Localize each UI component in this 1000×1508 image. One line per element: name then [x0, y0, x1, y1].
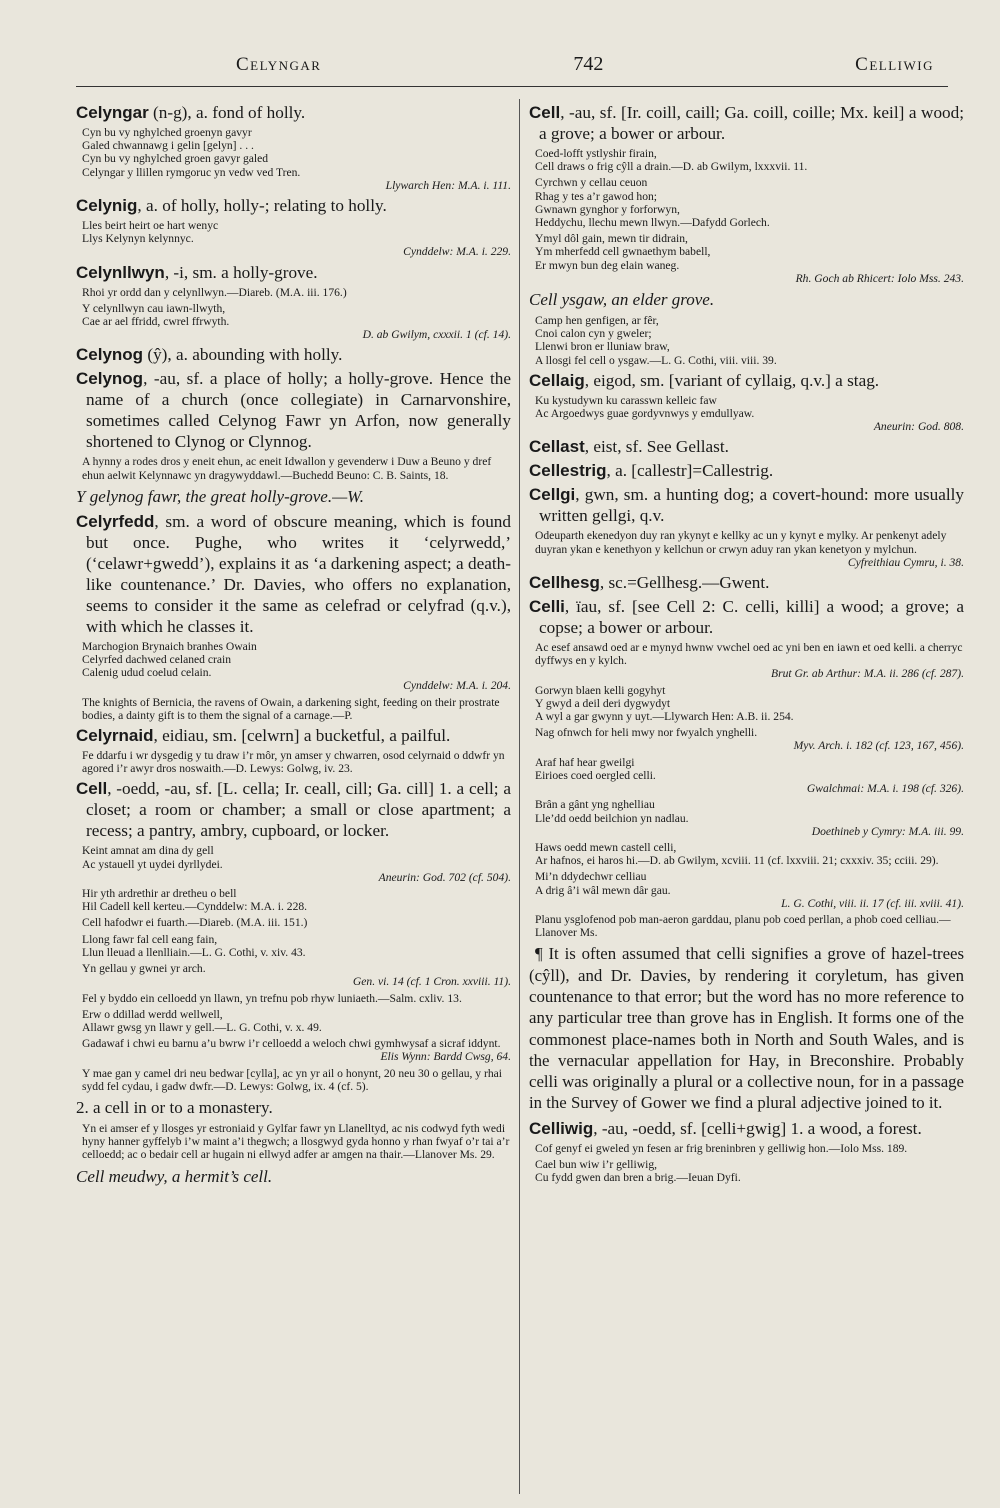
header-rule	[76, 86, 948, 87]
definition: , sm. a word of obscure meaning, which is found but once. Pughe, who writes it ‘celyrwedd,’ (‘celawr+gwedd’), explains it as ‘a darkening aspect; a death-like countenance.’ Dr. Davies, who offers no explanation, seems to consider it the same as celefrad or celyfrad (q.v.), with which he classes it.	[86, 511, 511, 636]
quotation: Yn gellau y gwnei yr arch.	[82, 962, 206, 976]
citation-source: Elis Wynn: Bardd Cwsg, 64.	[380, 1050, 511, 1064]
headword: Celynog	[76, 369, 144, 389]
quotation: Gadawaf i chwi eu barnu a’u bwrw i’r celloedd a weloch chwi gymhwysaf a sicraf iddynt.	[82, 1037, 501, 1051]
quotation: Fe ddarfu i wr dysgedig y tu draw i’r môr, yn amser y chwarren, osod celyrnaid o ddwfr yn agored i’r awyr dros noswaith.—D. Lewys: Golwg, iv. 23.	[82, 749, 505, 776]
quotation: Rhoi yr ordd dan y celynllwyn.—Diareb. (M.A. iii. 176.)	[82, 285, 347, 299]
citation-source: Gwalchmai: M.A. i. 198 (cf. 326).	[806, 782, 964, 796]
citation-source: D. ab Gwilym, cxxxii. 1 (cf. 14).	[362, 328, 511, 342]
header-right-word: Celliwig	[855, 54, 934, 75]
quotation: Ymyl dôl gain, mewn tir didrain, Ym mherfedd cell gwnaethym babell, Er mwyn bun deg elain waneg.	[535, 232, 711, 272]
quotation: Yn ei amser ef y llosges yr estroniaid y Gylfar fawr yn Llanelltyd, ac nis codwyd fyth wedi hyny hanner gyffelyb i’w maint a’i thegwch; a llosgwyd gyda honno y rhan fwyaf o’r tai a’r celloedd; ac o bedair cell ar hugain ni ellwyd adfer ar amgen na thair.—Llanover Ms. 29.	[82, 1121, 510, 1162]
quotation: Odeuparth ekenedyon duy ran ykynyt e kellky ac un y kynyt e mylky. Ar penkenyt adely duyran ykan e kenethyon y kellchun or crwyn aduy ran ykan kenetyon y mylchun.	[535, 529, 947, 556]
quotation: Y mae gan y camel dri neu bedwar [cylla], ac yn yr ail o honynt, 20 neu 30 o gellau, y rhai sydd fel cydau, i gadw dwfr.—D. Lewys: Golwg, ix. 4 (cf. 5).	[82, 1066, 503, 1093]
headword: Celynig	[76, 196, 138, 216]
quotation: Fel y byddo ein celloedd yn llawn, yn trefnu pob rhyw luniaeth.—Salm. cxliv. 13.	[82, 991, 462, 1005]
header-left-word: Celyngar	[236, 54, 322, 75]
citation-source: Myv. Arch. i. 182 (cf. 123, 167, 456).	[793, 739, 964, 753]
headword: Cell	[76, 779, 108, 799]
two-column-body	[76, 99, 964, 1191]
quotation: Brân a gânt yng nghelliau Lle’dd oedd beilchion yn nadlau.	[535, 798, 689, 825]
definition: , -au, -oedd, sf. [celli+gwig] 1. a wood, a forest.	[593, 1118, 922, 1138]
quotation: Hir yth ardrethir ar dretheu o bell Hil Cadell kell kerteu.—Cynddelw: M.A. i. 228.	[82, 887, 308, 914]
definition: (ŷ), a. abounding with holly.	[143, 345, 343, 365]
headword: Cellaig	[529, 370, 585, 390]
quotation: Y celynllwyn cau iawn-llwyth, Cae ar ael ffridd, cwrel ffrwyth.	[82, 301, 230, 329]
translation: The knights of Bernicia, the ravens of Owain, a darkening sight, feeding on their prostrate bodies, a dainty gift is to them the signal of a carnage.—P.	[82, 695, 500, 722]
quotation: Ku kystudywn ku carasswn kelleic faw Ac Argoedwys guae gordyvnwys y emdullyaw.	[535, 393, 755, 421]
sense-2: 2. a cell in or to a monastery.	[76, 1097, 273, 1117]
entry-celli	[529, 596, 964, 1114]
quotation: Llong fawr fal cell eang fain, Llun lleuad a llenlliain.—L. G. Cothi, v. xiv. 43.	[82, 932, 306, 959]
definition: (n-g), a. fond of holly.	[148, 103, 306, 122]
quotation: Ac esef ansawd oed ar e mynyd hwnw vwchel oed ac yni ben en iawn et oed kelli. a cherryc dyffwys en y kylch.	[535, 641, 963, 668]
headword: Cellast	[529, 437, 585, 457]
headword: Cellgi	[529, 485, 576, 505]
headword: Celynllwyn	[76, 262, 165, 282]
citation-source: Doethineb y Cymry: M.A. iii. 99.	[811, 824, 964, 838]
entry-celyrfedd	[76, 511, 511, 722]
headword: Celliwig	[529, 1118, 594, 1138]
subentry: Cell meudwy, a hermit’s cell.	[76, 1166, 273, 1186]
quotation: Lles beirt heirt oe hart wenyc Llys Kelynyn kelynnyc.	[82, 219, 219, 246]
quotation: Haws oedd mewn castell celli, Ar hafnos, ei haros hi.—D. ab Gwilym, xcviii. 11 (cf. lxxviii. 21; cxxxiv. 35; cciii. 29).	[535, 840, 939, 868]
entry-cell-room	[76, 778, 511, 1186]
column-divider	[519, 99, 520, 1494]
quotation: A hynny a rodes dros y eneit ehun, ac eneit Idwallon y gevenderw i Duw a Beuno y dref ehun aelwit Kelynnawc yn dragywyddawl.—Buchedd Beuno: C. B. Saints, 18.	[82, 455, 492, 482]
citation-source: Rh. Goch ab Rhicert: Iolo Mss. 243.	[795, 271, 964, 285]
citation-source: Cynddelw: M.A. i. 204.	[403, 679, 511, 693]
quotation: Nag ofnwch for heli mwy nor fwyalch ynghelli.	[535, 726, 758, 740]
definition: , sc.=Gellhesg.—Gwent.	[599, 573, 770, 593]
citation-source: L. G. Cothi, viii. ii. 17 (cf. iii. xviii. 41).	[781, 896, 964, 910]
left-column	[76, 99, 511, 1191]
citation-source: Brut Gr. ab Arthur: M.A. ii. 286 (cf. 287).	[770, 667, 964, 681]
quotation: Camp hen genfigen, ar fêr, Cnoi calon cyn y gweler; Llenwi bron er lluniaw braw, A llosgi fel cell o ysgaw.—L. G. Cothi, viii. viii. 39.	[535, 314, 777, 367]
quotation: Cyrchwn y cellau ceuon Rhag y tes a’r gawod hon; Gwnawn gynghor y forforwyn, Heddychu, llechu mewn llwyn.—Dafydd Gorlech.	[535, 176, 770, 230]
quotation: Araf haf hear gweilgi Eirioes coed oergled celli.	[535, 755, 656, 782]
definition: , -i, sm. a holly-grove.	[164, 262, 318, 282]
definition: , eigod, sm. [variant of cyllaig, q.v.] a stag.	[584, 370, 880, 390]
quotation: Coed-lofft ystlyshir firain, Cell draws o frig cŷll a drain.—D. ab Gwilym, lxxxvii. 11.	[535, 147, 808, 174]
headword: Celyrnaid	[76, 726, 154, 746]
subentry: Cell ysgaw, an elder grove.	[529, 290, 715, 310]
entry-celyrnaid	[76, 725, 511, 775]
citation-source: Cynddelw: M.A. i. 229.	[403, 245, 511, 259]
quotation: Marchogion Brynaich branhes Owain Celyrfed dachwed celaned crain Calenig udud coelud celain.	[82, 639, 257, 680]
definition: , eist, sf. See Gellast.	[584, 437, 729, 457]
entry-cell-wood	[529, 102, 964, 367]
headword: Celyrfedd	[76, 511, 155, 531]
entry-cellaig	[529, 370, 964, 434]
citation-source: Aneurin: God. 702 (cf. 504).	[378, 870, 511, 884]
definition: , a. of holly, holly-; relating to holly.	[137, 196, 387, 216]
definition: , -au, sf. a place of holly; a holly-grove. Hence the name of a church (once collegiate) in Carnarvonshire, sometimes called Celynog Fawr yn Arfon, now generally shortened to Clynog or Clynnog.	[86, 369, 511, 452]
quotation: Planu ysglofenod pob man-aeron garddau, planu pob coed perllan, a phob coed celliau.—Llanover Ms.	[535, 912, 951, 940]
entry-celynllwyn	[76, 262, 511, 342]
entry-cellast	[529, 436, 964, 457]
headword: Cell	[529, 103, 561, 122]
definition: , ïau, sf. [see Cell 2: C. celli, killi] a wood; a grove; a copse; a bower or arbour.	[539, 597, 964, 638]
subentry: Y gelynog fawr, the great holly-grove.—W.	[76, 486, 365, 506]
entry-cellhesg	[529, 572, 964, 593]
definition: , gwn, sm. a hunting dog; a covert-hound: more usually written gellgi, q.v.	[539, 485, 964, 526]
quotation: Erw o ddillad werdd wellwell, Allawr gwsg yn llawr y gell.—L. G. Cothi, v. x. 49.	[82, 1007, 322, 1034]
quotation: Keint amnat am dina dy gell Ac ystauell yt uydei dyrllydei.	[82, 844, 223, 871]
headword: Celli	[529, 597, 565, 617]
headword: Cellhesg	[529, 573, 600, 593]
running-header	[76, 46, 948, 76]
headword: Celyngar	[76, 103, 149, 122]
quotation: Cof genyf ei gweled yn fesen ar frig breninbren y gelliwig hon.—Iolo Mss. 189.	[535, 1141, 908, 1155]
headword: Cellestrig	[529, 461, 607, 481]
entry-celynig	[76, 195, 511, 259]
entry-celliwig	[529, 1118, 964, 1185]
quotation: Cael bun wiw i’r gelliwig, Cu fydd gwen dan bren a brig.—Ieuan Dyfi.	[535, 1157, 741, 1185]
headword: Celynog	[76, 345, 144, 365]
citation-source: Llywarch Hen: M.A. i. 111.	[385, 178, 511, 192]
definition: , -au, sf. [Ir. coill, caill; Ga. coill, coille; Mx. keil] a wood; a grove; a bower or arbour.	[539, 103, 964, 143]
entry-cellgi	[529, 484, 964, 569]
definition: , a. [callestr]=Callestrig.	[606, 461, 774, 481]
citation-source: Aneurin: God. 808.	[873, 420, 964, 434]
citation-source: Gen. vi. 14 (cf. 1 Cron. xxviii. 11).	[352, 975, 511, 989]
entry-celyngar	[76, 102, 511, 192]
quotation: Gorwyn blaen kelli gogyhyt Y gwyd a deil deri dygwydyt A wyl a gar gwynn y uyt.—Llywarch Hen: A.B. ii. 254.	[535, 683, 794, 724]
right-column	[529, 99, 964, 1191]
usage-note: ¶ It is often assumed that celli signifies a grove of hazel-trees (cŷll), and Dr. Davies, by rendering it coryletum, has given countenance to that error; but the word has no more reference to any particular tree than grove has in English. It forms one of the commonest place-names both in North and South Wales, and is the vernacular appellation for Hay, in Breconshire. Probably celli was originally a plural or a collective noun, for in a passage in the Survey of Gower we find a plural adjective joined to it.	[529, 944, 964, 1113]
entry-celynog-noun	[76, 368, 511, 506]
definition: , -oedd, -au, sf. [L. cella; Ir. ceall, cill; Ga. cill] 1. a cell; a closet; a room or chamber; a small or close apartment; a recess; a pantry, ambry, cupboard, or locker.	[86, 779, 511, 841]
quotation: Mi’n ddydechwr celliau A drig â’i wâl mewn dâr gau.	[535, 870, 671, 897]
entry-cellestrig	[529, 460, 964, 481]
citation-source: Cyfreithiau Cymru, i. 38.	[847, 555, 964, 569]
quotation: Cell hafodwr ei fuarth.—Diareb. (M.A. iii. 151.)	[82, 916, 308, 930]
entry-celynog-adj	[76, 344, 511, 365]
quotation: Cyn bu vy nghylched groenyn gavyr Galed chwannawg i gelin [gelyn] . . . Cyn bu vy nghylched groen gavyr galed Celyngar y llillen rymgoruc yn vedw ved Tren.	[82, 126, 301, 179]
page-number: 742	[573, 53, 604, 75]
definition: , eidiau, sm. [celwrn] a bucketful, a pailful.	[153, 726, 451, 746]
